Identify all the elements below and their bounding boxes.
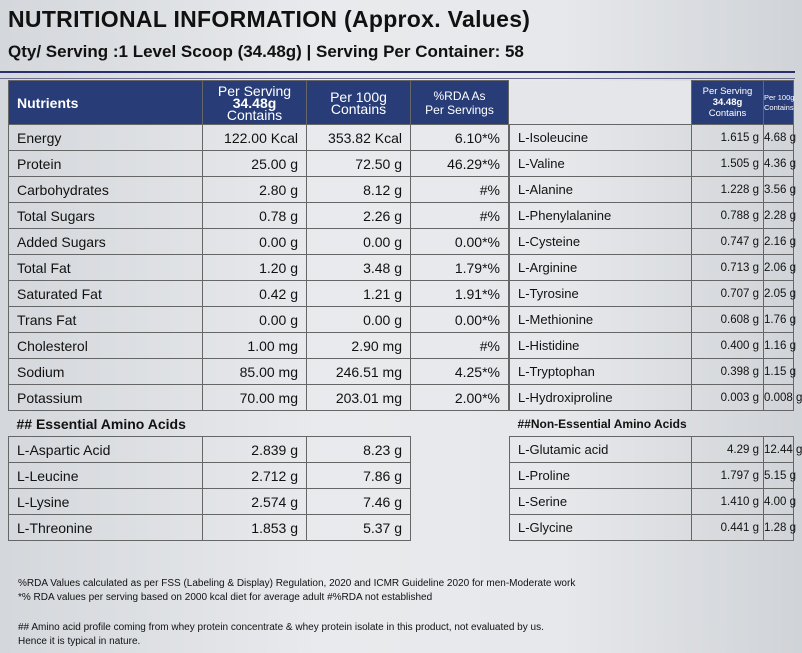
rda-value: 0.00*% [411,307,509,333]
per-serving-value: 2.80 g [203,177,307,203]
amino-name: L-Histidine [510,333,692,359]
amino-row [510,177,794,203]
per-serving-header-line: Contains [226,106,283,123]
rda-header-line: %RDA As [433,88,486,103]
divider-thin [0,78,795,79]
nutrient-row [9,125,509,151]
nutrient-row [9,229,509,255]
nutrient-name: Saturated Fat [9,281,203,307]
per-serving-value: 1.00 mg [203,333,307,359]
rda-value: 46.29*% [411,151,509,177]
per-serving-value: 0.398 g [692,359,764,385]
amino-row [510,385,794,411]
per-serving-value: 0.400 g [692,333,764,359]
essential-amino-row [9,489,509,515]
per-serving-value: 0.608 g [692,307,764,333]
per-serving-value: 4.29 g [692,437,764,463]
rda-value: 1.79*% [411,255,509,281]
per-100g-value: 4.68 g [764,125,794,151]
amino-row [510,151,794,177]
amino-name: L-Arginine [510,255,692,281]
per-100g-value: 0.008 g [764,385,794,411]
nutrient-row [9,281,509,307]
per-serving-value: 0.713 g [692,255,764,281]
nonessential-amino-row [510,463,794,489]
nutrient-row [9,177,509,203]
per-100g-value: 2.06 g [764,255,794,281]
per-serving-value: 0.00 g [203,307,307,333]
amino-per-serving-header-line: 34.48g [712,97,743,108]
per-serving-value: 2.712 g [203,463,307,489]
nutrient-name: Cholesterol [9,333,203,359]
nutrient-name: Protein [9,151,203,177]
essential-amino-row [9,437,509,463]
nutrient-row [9,307,509,333]
amino-name: L-Phenylalanine [510,203,692,229]
amino-header-blank [510,81,692,125]
per-serving-header [203,81,307,125]
amino-name: L-Methionine [510,307,692,333]
nutrient-row [9,151,509,177]
per-100g-value: 8.12 g [307,177,411,203]
rda-value: #% [411,203,509,229]
essential-amino-row [9,463,509,489]
rda-value: 2.00*% [411,385,509,411]
rda-value: 1.91*% [411,281,509,307]
rda-value: 4.25*% [411,359,509,385]
per-100g-value: 2.16 g [764,229,794,255]
footnote: *% RDA values per serving based on 2000 kcal diet for average adult #%RDA not established [18,592,433,603]
nonessential-heading-row [510,411,794,437]
per-100g-value: 2.26 g [307,203,411,229]
amino-name: L-Aspartic Acid [9,437,203,463]
amino-row [510,333,794,359]
per-serving-header-line: 34.48g [232,94,277,111]
per-serving-value: 1.505 g [692,151,764,177]
per-100g-value: 3.56 g [764,177,794,203]
per-100g-header-line: Contains [330,100,387,117]
nonessential-amino-row [510,489,794,515]
per-100g-value: 246.51 mg [307,359,411,385]
nutrient-row [9,203,509,229]
per-100g-value: 3.48 g [307,255,411,281]
nutrient-name: Potassium [9,385,203,411]
amino-name: L-Cysteine [510,229,692,255]
per-100g-value: 72.50 g [307,151,411,177]
amino-name: L-Lysine [9,489,203,515]
per-serving-value: 0.707 g [692,281,764,307]
per-100g-header [307,81,411,125]
amino-name: L-Isoleucine [510,125,692,151]
amino-name: L-Valine [510,151,692,177]
per-serving-header-line: Per Serving [217,82,292,99]
amino-name: L-Serine [510,489,692,515]
amino-name: L-Alanine [510,177,692,203]
blank-cell [411,437,509,463]
per-serving-value: 1.410 g [692,489,764,515]
nutrition-table [8,80,509,541]
rda-value: 6.10*% [411,125,509,151]
amino-row [510,255,794,281]
rda-value: #% [411,333,509,359]
per-100g-value: 12.44 g [764,437,794,463]
per-100g-value: 1.28 g [764,515,794,541]
nutrient-name: Total Sugars [9,203,203,229]
amino-per-100g-header-line: Per 100g [764,92,795,102]
per-100g-value: 1.15 g [764,359,794,385]
per-100g-value: 353.82 Kcal [307,125,411,151]
per-serving-value: 2.574 g [203,489,307,515]
nutrient-row [9,333,509,359]
nutrient-row [9,255,509,281]
nutrient-name: Total Fat [9,255,203,281]
per-100g-value: 203.01 mg [307,385,411,411]
per-serving-value: 0.788 g [692,203,764,229]
per-serving-value: 0.747 g [692,229,764,255]
blank-cell [411,515,509,541]
amino-row [510,307,794,333]
amino-name: L-Proline [510,463,692,489]
nutrient-name: Sodium [9,359,203,385]
per-serving-value: 85.00 mg [203,359,307,385]
divider [0,71,795,73]
per-serving-value: 1.853 g [203,515,307,541]
rda-value: 0.00*% [411,229,509,255]
page-title: NUTRITIONAL INFORMATION (Approx. Values) [8,6,531,32]
blank-cell [411,489,509,515]
amino-acid-table [509,80,802,541]
per-100g-value: 0.00 g [307,229,411,255]
rda-value: #% [411,177,509,203]
non-essential-amino-heading: ##Non-Essential Amino Acids [517,416,687,431]
nutrient-row [9,359,509,385]
per-serving-value: 1.615 g [692,125,764,151]
amino-row [510,229,794,255]
per-100g-value: 7.46 g [307,489,411,515]
amino-name: L-Threonine [9,515,203,541]
amino-name: L-Glutamic acid [510,437,692,463]
essential-amino-row [9,515,509,541]
per-serving-value: 0.42 g [203,281,307,307]
amino-name: L-Leucine [9,463,203,489]
per-100g-value: 5.37 g [307,515,411,541]
amino-row [510,281,794,307]
nutrient-name: Energy [9,125,203,151]
amino-table-header [510,81,794,125]
amino-name: L-Hydroxiproline [510,385,692,411]
serving-info: Qty/ Serving :1 Level Scoop (34.48g) | Serving Per Container: 58 [8,42,524,61]
per-serving-value: 25.00 g [203,151,307,177]
per-serving-value: 122.00 Kcal [203,125,307,151]
rda-header-line: Per Servings [425,102,494,117]
per-serving-value: 2.839 g [203,437,307,463]
per-100g-value: 0.00 g [307,307,411,333]
nutrient-name: Added Sugars [9,229,203,255]
per-100g-value: 4.36 g [764,151,794,177]
amino-name: L-Tryptophan [510,359,692,385]
per-100g-value: 1.16 g [764,333,794,359]
per-100g-value: 2.90 mg [307,333,411,359]
nonessential-amino-row [510,515,794,541]
amino-per-100g-header [764,81,794,125]
footnote: %RDA Values calculated as per FSS (Labeling & Display) Regulation, 2020 and ICMR Guideline 2020 for men-Moderate work [18,578,576,589]
per-100g-value: 2.05 g [764,281,794,307]
per-serving-value: 1.228 g [692,177,764,203]
amino-per-serving-header [692,81,764,125]
amino-per-serving-header-line: Contains [708,108,747,119]
essential-amino-heading: ## Essential Amino Acids [16,415,186,432]
footnote: ## Amino acid profile coming from whey protein concentrate & whey protein isolate in this product, not evaluated by us. [18,622,544,633]
per-100g-value: 1.76 g [764,307,794,333]
per-100g-value: 7.86 g [307,463,411,489]
amino-row [510,203,794,229]
per-serving-value: 0.00 g [203,229,307,255]
nutrition-table-header [9,81,509,125]
amino-per-100g-header-line: Contains [764,102,794,112]
per-serving-value: 1.797 g [692,463,764,489]
per-serving-value: 0.003 g [692,385,764,411]
nutrient-name: Trans Fat [9,307,203,333]
per-serving-value: 0.78 g [203,203,307,229]
footnote: Hence it is typical in nature. [18,636,141,647]
per-100g-header-line: Per 100g [330,88,387,105]
amino-row [510,125,794,151]
nutrients-header: Nutrients [9,81,203,125]
per-serving-value: 1.20 g [203,255,307,281]
per-serving-value: 70.00 mg [203,385,307,411]
blank-cell [411,411,509,437]
nutrient-name: Carbohydrates [9,177,203,203]
essential-heading-row [9,411,509,437]
amino-name: L-Tyrosine [510,281,692,307]
nutrient-row [9,385,509,411]
per-100g-value: 1.21 g [307,281,411,307]
rda-header [411,81,509,125]
blank-cell [411,463,509,489]
nonessential-amino-row [510,437,794,463]
per-100g-value: 5.15 g [764,463,794,489]
amino-name: L-Glycine [510,515,692,541]
amino-per-serving-header-line: Per Serving [702,86,753,97]
per-100g-value: 2.28 g [764,203,794,229]
per-serving-value: 0.441 g [692,515,764,541]
amino-row [510,359,794,385]
per-100g-value: 8.23 g [307,437,411,463]
per-100g-value: 4.00 g [764,489,794,515]
